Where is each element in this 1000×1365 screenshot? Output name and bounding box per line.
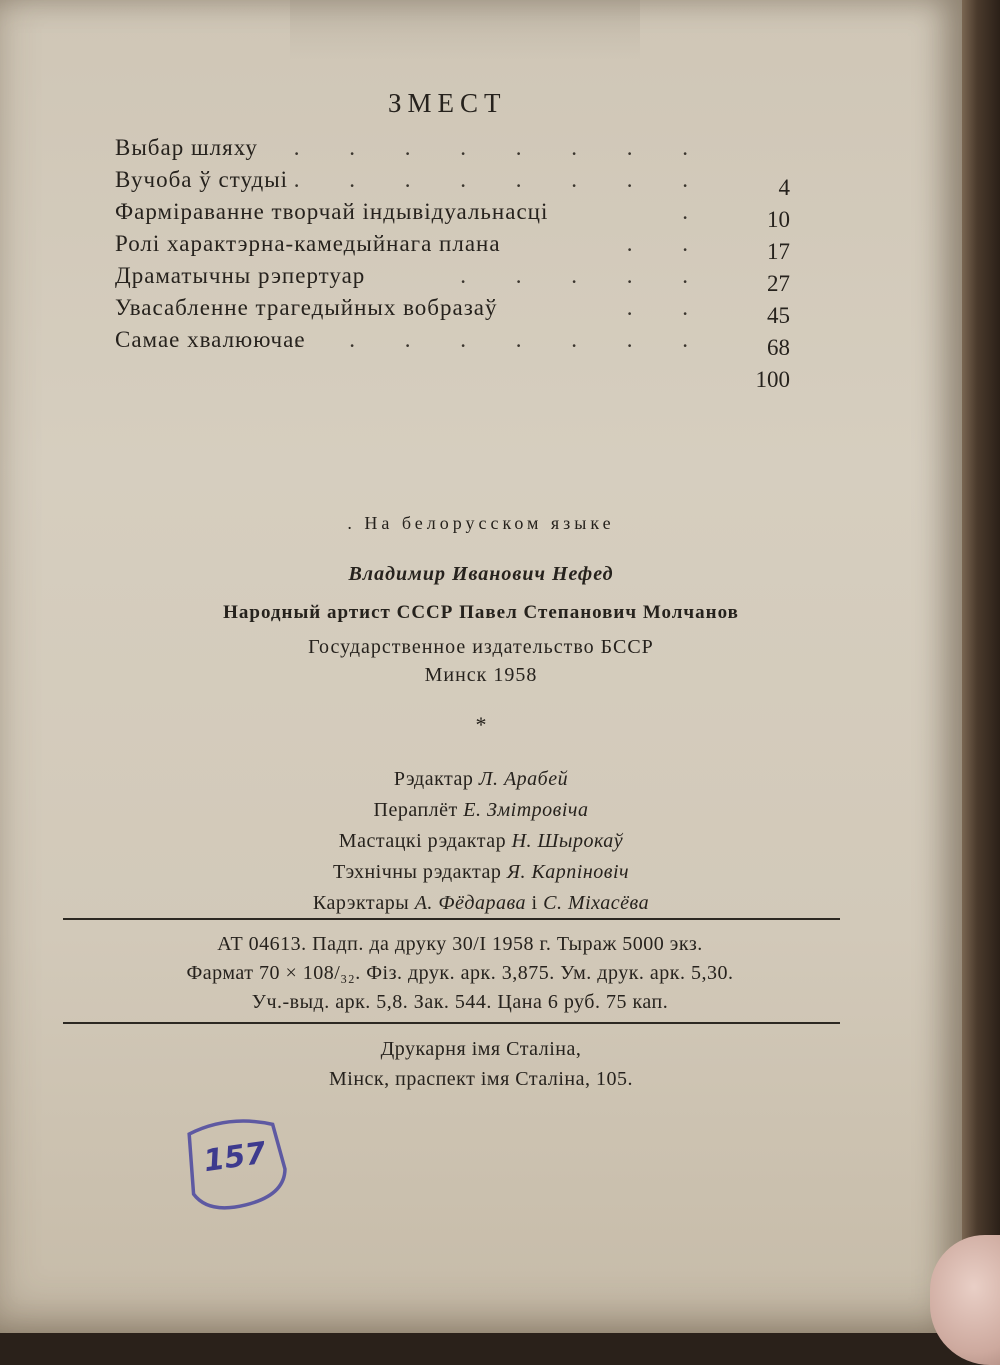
- credit-name: А. Фёдарава: [414, 892, 527, 914]
- imprint-block: [60, 930, 860, 1017]
- toc-leader-dots: . . . . . . . .: [293, 167, 710, 192]
- toc-item-title: Драматычны рэпертуар: [115, 263, 366, 288]
- toc-leader-dots: .: [682, 199, 710, 224]
- credits-list: [0, 764, 962, 919]
- language-note: . На белорусском языке: [347, 513, 615, 533]
- printer-block: [0, 1034, 962, 1094]
- imprint-line: Фармат 70 × 108/₃₂. Фіз. друк. арк. 3,875. Ум. друк. арк. 5,30.: [186, 962, 734, 984]
- divider-rule: [63, 918, 840, 920]
- toc-item: [115, 133, 805, 165]
- toc-item-title: Вучоба ў студыі: [115, 167, 289, 192]
- credit-line: [0, 826, 962, 857]
- credit-name: Л. Арабей: [478, 768, 569, 790]
- toc-item-page: 100: [755, 367, 790, 392]
- divider-rule: [63, 1022, 840, 1024]
- toc-item: [115, 165, 805, 200]
- toc-leader-dots: . .: [626, 231, 710, 256]
- printer-line: Мінск, праспект імя Сталіна, 105.: [328, 1068, 633, 1090]
- book-title: Народный артист СССР Павел Степанович Молчанов: [223, 602, 739, 623]
- credit-line: [0, 795, 962, 826]
- credit-role: Карэктары: [312, 892, 410, 914]
- credit-role: Пераплёт: [373, 799, 458, 821]
- credit-name: Е. Змітровіча: [463, 799, 589, 821]
- library-stamp: [174, 1111, 296, 1220]
- toc-item-page: 17: [767, 239, 790, 264]
- toc-item: [115, 197, 805, 232]
- credit-name: С. Міхасёва: [543, 892, 650, 914]
- credit-role: Тэхнічны рэдактар: [332, 861, 502, 883]
- toc-item-page: 68: [767, 335, 790, 360]
- toc-leader-dots: . . . . .: [460, 263, 710, 288]
- printer-line: Друкарня імя Сталіна,: [380, 1038, 582, 1060]
- toc-leader-dots: . . . . . . . . .: [238, 135, 710, 160]
- toc-item-title: Увасабленне трагедыйных вобразаў: [115, 295, 498, 320]
- toc-item-page: 27: [767, 271, 790, 296]
- toc-title: ЗМЕСТ: [388, 88, 507, 118]
- credit-line: [0, 857, 962, 888]
- toc-leader-dots: . .: [626, 295, 710, 320]
- toc-item-page: 4: [778, 175, 790, 200]
- toc-item-title: Ролі характэрна-камедыйнага плана: [115, 231, 501, 256]
- toc-item-page: 10: [767, 207, 790, 232]
- toc-item: [115, 325, 805, 360]
- credit-line: [0, 764, 962, 795]
- asterisk-separator: *: [475, 712, 487, 737]
- toc-item-title: Самае хвалюючае: [115, 327, 306, 352]
- toc-item: [115, 229, 805, 264]
- toc-item-title: Фарміраванне творчай індывідуальнасці: [115, 199, 549, 224]
- author-name: Владимир Иванович Нефед: [348, 563, 614, 585]
- book-spine-edge: [962, 0, 1000, 1333]
- credit-role: Рэдактар: [393, 768, 474, 790]
- publisher: Государственное издательство БССР: [308, 636, 654, 658]
- credit-role: Мастацкі рэдактар: [338, 830, 507, 852]
- toc-item: [115, 261, 805, 296]
- toc-leader-dots: . . . . . . . .: [293, 327, 710, 352]
- credit-line: [0, 888, 962, 919]
- imprint-line: АТ 04613. Падп. да друку 30/I 1958 г. Тыраж 5000 экз.: [217, 933, 703, 955]
- stamp-number: 157: [201, 1135, 269, 1180]
- credit-joiner: і: [531, 892, 538, 914]
- toc-item-page: 45: [767, 303, 790, 328]
- toc-item: [115, 357, 805, 392]
- table-of-contents: [115, 133, 805, 392]
- toc-item-title: Выбар шляху: [115, 135, 258, 160]
- city-year: Минск 1958: [424, 664, 538, 686]
- bleed-through-text: [290, 0, 640, 60]
- imprint-line: Уч.-выд. арк. 5,8. Зак. 544. Цана 6 руб. 75 кап.: [251, 991, 669, 1013]
- credit-name: Я. Карпіновіч: [506, 861, 630, 883]
- credit-name: Н. Шырокаў: [511, 830, 624, 852]
- toc-item: [115, 293, 805, 328]
